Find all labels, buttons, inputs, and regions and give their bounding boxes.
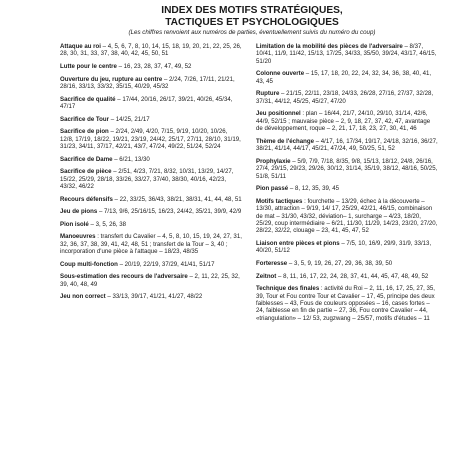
index-entry-term: Thème de l'échange [256,137,315,145]
index-entry-references: : activité du Roi – 2, 11, 16, 17, 25, 27, 35, 39, Tour et Fou contre Tour et Cavalier – 17, 45, principe des deux faiblesses – 43, Fous de couleurs opposées – 16, cases fortes – 24, faiblesse en fin de partie – 27, 36, Fou contre Cavalier – 44, «triangulation» – 12/ 53, zugzwang – 25/57, motifs d'études – 11 [256,285,435,322]
index-entry-references: – 17/44, 20/16, 26/17, 39/21, 40/26, 45/34, 47/17 [60,95,233,110]
index-entry [60,261,242,268]
index-entry-references: – 15, 17, 18, 20, 22, 24, 32, 34, 36, 38, 40, 41, 43, 45 [256,70,432,85]
index-column-left [60,43,242,327]
index-entry-references: – 2/24, 2/49, 4/20, 7/15, 9/19, 10/20, 10/26, 12/8, 17/19, 18/22, 19/21, 23/19, 24/42, 25/17, 27/11, 28/10, 31/19, 31/23, 34/11, 37/17, 42/21, 43/7, 47/24, 49/22, 51/24, 52/24 [60,128,241,150]
index-entry-references: – 3, 5, 9, 19, 26, 27, 29, 36, 38, 39, 50 [287,260,393,268]
index-entry [60,63,242,70]
index-entry-term: Limitation de la mobilité des pièces de l'adversaire [256,43,403,50]
index-entry-term: Motifs tactiques [256,197,303,205]
index-entry-term: Jeu non correct [60,293,106,301]
index-entry-references: – 22, 33/25, 36/43, 38/21, 38/31, 41, 44, 48, 51 [112,195,242,203]
index-entry-references: – 7/5, 10, 16/9, 29/9, 31/9, 33/13, 40/20, 51/12 [256,240,432,255]
index-entry [60,196,242,203]
index-entry-references: – 20/19, 22/19, 37/29, 41/41, 51/17 [117,260,215,268]
index-entry-references: – 14/25, 21/17 [109,115,150,123]
index-entry-term: Zeitnot [256,272,277,280]
index-entry [256,110,438,132]
index-entry-term: Sacrifice de qualité [60,95,116,103]
index-entry [60,156,242,163]
index-entry [60,221,242,228]
index-entry [256,43,438,65]
index-entry [256,273,438,280]
index-entry [60,76,242,91]
index-entry-term: Sacrifice de pièce [60,168,112,176]
index-entry-term: Attaque au roi [60,43,101,50]
index-entry-term: Technique des finales [256,285,320,293]
index-entry [256,260,438,267]
index-entry-references: : transfert du Cavalier – 4, 5, 8, 10, 15, 19, 24, 27, 31, 32, 36, 37, 38, 39, 41, 42, 48, 51 ; transfert de la Tour – 3, 40 ; incorporation d'une pièce à l'attaque – 18/23, 48/35 [60,233,242,256]
index-entry [60,116,242,123]
index-entry-references: : fourchette – 13/29, échec à la découverte – 13/30, attraction – 9/19, 14/ 17, 25/29, 42/21, 46/15, combinaison de mat – 31/30, 43/32, déviation– 1, surcharge – 4/23, 18/20, 25/29, coup intermédiaire – 6/21, 11/30, 11/29, 14/23, 23/20, 27/20, 28/22, 32/22, clouage – 23, 41, 45, 47, 52 [256,197,438,235]
index-entry-references: : plan – 16/44, 21/7, 24/10, 29/10, 31/14, 42/6, 44/9, 52/15 ; mauvaise pièce – 2, 9, 18, 27, 37, 42, 47, avantage de développement, roque – 2, 21, 17, 18, 23, 27, 30, 41, 46 [256,110,431,133]
index-entry [256,138,438,153]
index-entry-term: Lutte pour le centre [60,63,117,70]
index-entry-term: Prophylaxie [256,157,291,165]
index-entry-term: Pion passé [256,185,289,193]
index-entry-term: Manoeuvres [60,233,96,241]
index-entry-references: – 2/51, 4/23, 7/21, 8/32, 10/31, 13/29, 14/27, 15/22, 25/29, 28/18, 33/26, 33/27, 37/40, 38/30, 40/16, 42/23, 43/32, 46/22 [60,168,234,190]
index-entry-term: Sacrifice de Dame [60,155,113,163]
index-entry-term: Pion isolé [60,220,89,228]
index-entry [60,233,242,255]
index-entry [256,240,438,255]
index-entry-term: Sous-estimation des recours de l'adversaire [60,273,188,281]
index-entry-references: – 6/21, 13/30 [112,155,150,163]
index-entry [60,43,242,58]
index-entry-references: – 2/24, 7/26, 17/11, 21/21, 28/16, 33/13, 33/32, 35/15, 40/29, 45/32 [60,75,235,90]
index-entry-references: – 3, 5, 26, 38 [88,220,127,228]
index-column-right [256,43,438,327]
index-entry-references: – 8, 11, 16, 17, 22, 24, 28, 37, 41, 44, 45, 47, 48, 49, 52 [276,272,429,280]
index-entry [60,273,242,288]
index-entry [256,198,438,235]
index-entry-references: – 7/13, 9/6, 25/16/15, 16/23, 24/42, 35/21, 39/9, 42/9 [97,208,242,216]
index-entry-term: Sacrifice de pion [60,128,109,136]
index-entry-references: – 5/9, 7/9, 7/18, 8/35, 9/8, 15/13, 18/12, 24/8, 26/16, 27/4, 29/15, 29/23, 29/26, 30/12, 31/14, 35/19, 38/12, 48/16, 50/25, 51/8, 51/11 [256,157,438,180]
index-entry-term: Jeu de pions [60,208,98,216]
index-entry-references: – 2, 11, 22, 25, 32, 39, 40, 48, 49 [60,273,240,288]
index-entry-term: Sacrifice de Tour [60,115,109,123]
index-entry-references: – 21/15, 22/11, 23/18, 24/33, 26/28, 27/16, 27/37, 32/28, 37/31, 44/12, 45/25, 45/27, 47/20 [256,90,434,105]
index-entry-references: – 16, 23, 28, 37, 47, 49, 52 [116,63,192,70]
index-subtitle: (Les chiffres renvoient aux numéros de parties, éventuellement suivis du numéro du coup) [128,29,376,36]
index-entry [256,185,438,192]
index-entry [60,208,242,215]
index-entry-references: – 33/13, 39/17, 41/21, 41/27, 48/22 [105,293,203,301]
index-columns [60,43,438,327]
index-entry-term: Recours défensifs [60,195,113,203]
index-entry-term: Colonne ouverte [256,70,305,78]
index-entry-references: – 8, 12, 35, 39, 45 [288,185,340,193]
index-entry [256,90,438,105]
index-entry-term: Ouverture du jeu, rupture au centre [60,75,163,83]
index-entry-term: Jeu positionnel [256,110,301,118]
index-entry [60,128,242,150]
index-entry [60,168,242,190]
index-entry [256,70,438,85]
index-entry-term: Liaison entre pièces et pions [256,240,340,248]
title-line-1: INDEX DES MOTIFS STRATÉGIQUES, [161,5,343,16]
index-entry-references: – 4, 5, 6, 7, 8, 10, 14, 15, 18, 19, 20, 21, 22, 25, 26, 28, 30, 31, 33, 37, 38, 40, 42, 45, 50, 51 [60,43,242,58]
index-entry [256,158,438,180]
index-entry [60,96,242,111]
title-line-2: TACTIQUES ET PSYCHOLOGIQUES [165,16,339,28]
index-entry-term: Coup multi-fonction [60,260,118,268]
index-entry [60,293,242,300]
index-entry-term: Rupture [256,90,280,98]
index-entry [256,285,438,322]
index-title [66,5,438,28]
index-entry-references: – 4/17, 16, 17/34, 19/17, 24/18, 32/16, 36/27, 38/21, 41/14, 44/17, 45/21, 47/24, 49, 50/25, 51, 52 [256,137,438,153]
index-entry-references: – 8/37, 10/41, 11/9, 11/42, 15/13, 17/25, 34/33, 35/50, 39/24, 43/17, 46/15, 51/20 [256,43,437,65]
index-entry-term: Forteresse [256,260,288,268]
